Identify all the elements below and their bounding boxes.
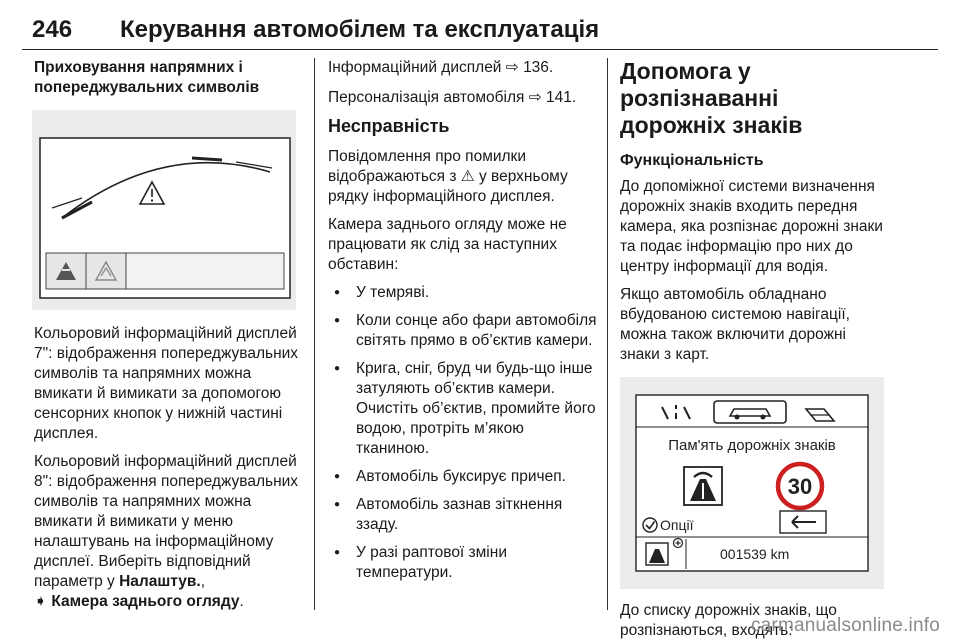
column-divider-2 xyxy=(607,58,608,610)
display8-paragraph: Кольоровий інформаційний дисплей 8": відображення попереджувальних символів та напрямних можна вмикати й вимикати у меню налаштувань на інформаційному дисплеї. Виберіть відповідний параметр у Налаштув., ➧ Камера заднього огляду. xyxy=(34,453,299,610)
navigation-paragraph: Якщо автомобіль обладнано вбудованою системою навігації, можна також включити дорожні знаки з карт. xyxy=(620,286,850,363)
rear-camera-display-figure xyxy=(32,110,296,310)
list-item: ● Коли сонце або фари автомобіля світять прямо в об’єктив камери. xyxy=(328,311,598,351)
list-item: ● Автомобіль буксирує причеп. xyxy=(328,467,598,487)
options-label: Опції xyxy=(660,517,694,533)
column-1 xyxy=(34,58,302,620)
watermark: carmanualsonline.info xyxy=(750,615,940,636)
conditions-paragraph: Камера заднього огляду може не працювати як слід за наступних обставин: xyxy=(328,216,567,273)
arrow-icon: ➧ xyxy=(34,593,47,610)
speed-limit-value: 30 xyxy=(787,474,813,499)
page-number: 246 xyxy=(32,16,73,43)
list-item: ● У разі раптової зміни температури. xyxy=(328,543,598,583)
sign-memory-title: Пам'ять дорожніх знаків xyxy=(668,437,836,454)
odometer-value: 001539 km xyxy=(720,546,790,562)
error-message-paragraph: Повідомлення про помилки відображаються з ⚠ у верхньому рядку інформаційного дисплея. xyxy=(328,148,568,205)
list-item: ● У темряві. xyxy=(328,283,598,303)
hide-guidelines-subheading: Приховування напрямних і попереджувальних символів xyxy=(34,59,260,96)
warning-triangle-icon: ⚠ xyxy=(460,168,475,185)
traffic-sign-memory-display xyxy=(620,377,884,589)
list-item: ● Крига, сніг, бруд чи будь-що інше затуляють об’єктив камери. Очистіть об’єктив, промийте його водою, протріть м’якою тканиною. xyxy=(328,359,598,459)
rear-camera-menu-label: Камера заднього огляду xyxy=(51,593,240,610)
motorway-sign-icon xyxy=(684,467,722,505)
traffic-sign-memory-figure xyxy=(620,377,884,589)
settings-menu-label: Налаштув. xyxy=(119,573,201,590)
personalization-ref: Персоналізація автомобіля ⇨ 141. xyxy=(328,89,577,106)
functionality-paragraph: До допоміжної системи визначення дорожніх знаків входить передня камера, яка розпізнає дорожні знаки та подає інформацію про них до центру інформації для водія. xyxy=(620,178,883,275)
display7-paragraph: Кольоровий інформаційний дисплей 7": відображення попереджувальних символів та напрямних можна вмикати й вимикати за допомогою сенсорних кнопок у нижній частині дисплея. xyxy=(34,325,299,442)
chapter-title: Керування автомобілем та експлуатація xyxy=(120,16,600,43)
motorway-small-icon xyxy=(646,543,668,565)
column-2 xyxy=(328,58,598,591)
list-item: ● Автомобіль зазнав зіткнення ззаду. xyxy=(328,495,598,535)
column-divider-1 xyxy=(314,58,315,610)
traffic-sign-assistant-heading: Допомога у розпізнаванні дорожніх знаків xyxy=(620,58,803,138)
functionality-subheading: Функціональність xyxy=(620,152,764,169)
rear-camera-display-illustration xyxy=(32,110,296,310)
sign-list-intro: До списку дорожніх знаків, що розпізнаються, входять: xyxy=(620,602,837,639)
info-display-ref: Інформаційний дисплей ⇨ 136. xyxy=(328,59,554,76)
conditions-list xyxy=(328,283,598,583)
malfunction-heading: Несправність xyxy=(328,116,450,136)
column-3 xyxy=(620,58,888,642)
speed-limit-sign-icon xyxy=(778,464,822,508)
page-header xyxy=(22,14,938,50)
